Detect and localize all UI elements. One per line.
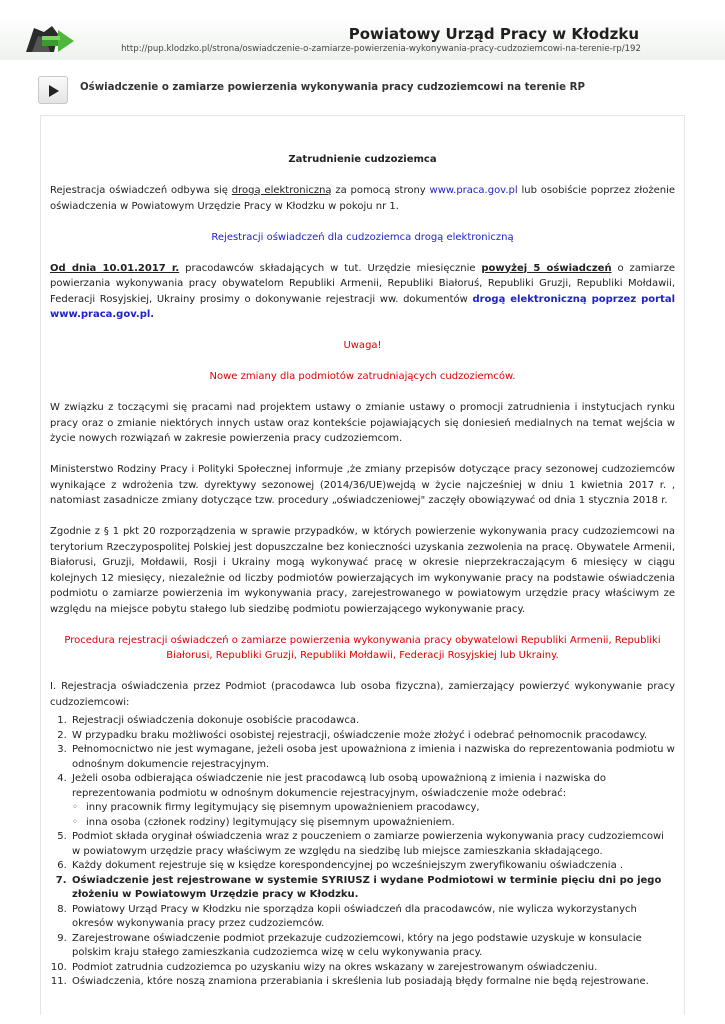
list-item [70, 903, 675, 932]
sub-list [72, 801, 675, 830]
intro-electronic: drogą elektroniczną [231, 185, 332, 196]
intro-text: za pomocą strony [331, 185, 430, 196]
list-item [70, 729, 675, 744]
registration-paragraph [50, 261, 675, 323]
intro-text: lub osobiście poprzez złożenie oświadczenia w Powiatowym Urzędzie Pracy w Kłodzku w pokoju nr 1. [50, 185, 676, 212]
ministry-paragraph: Ministerstwo Rodziny Pracy i Polityki Społecznej informuje ,że zmiany przepisów dotyczące pracy sezonowej cudzoziemców wynikające z wdrożenia tzw. dyrektywy sezonowej (2014/36/UE)wejdą w życie najcześniej w dniu 1 kwietnia 2017 r. , natomiast zasadnicze zmiany dotyczące tzw. procedury „oświadczeniowej" zaczęły obowiązywać od dnia 1 stycznia 2018 r. [50, 464, 675, 506]
list-item [70, 743, 675, 772]
list-item [70, 961, 675, 976]
document-body [50, 152, 675, 990]
step-text: Każdy dokument rejestruje się w księdze korespondencyjnej po wcześniejszym zweryfikowaniu oświadczenia . [72, 860, 624, 871]
step-text: Zarejestrowane oświadczenie podmiot przekazuje cudzoziemcowi, który na jego podstawie uzyskuje w konsulacie polskim kraju stałego zamieszkania cudzoziemca wizę w celu wykonywania pracy. [72, 932, 642, 958]
step-text: Jeżeli osoba odbierająca oświadczenie nie jest pracodawcą lub osobą upoważnioną z imienia i nazwiska do reprezentowania podmiotu w odnośnym dokumencie rejestracyjnym, oświadczenie może odebrać: [72, 773, 606, 799]
electronic-registration-link[interactable]: Rejestracji oświadczeń dla cudzoziemca drogą elektroniczną [211, 231, 514, 243]
praca-gov-link[interactable]: www.praca.gov.pl [429, 185, 518, 196]
step-text: Rejestracji oświadczenia dokonuje osobiście pracodawca. [72, 715, 360, 726]
list-item [70, 714, 675, 729]
step-text: Powiatowy Urząd Pracy w Kłodzku nie sporządza kopii oświadczeń dla pracodawców, nie wylicza wykorzystanych okresów wykonywania pracy przez cudzoziemców. [72, 903, 637, 929]
procedure-steps [70, 714, 675, 990]
step-text: Oświadczenia, które noszą znamiona przerabiania i skreślenia lub posiadają błędy formalne nie będą rejestrowane. [72, 976, 649, 987]
warning-subheading: Nowe zmiany dla podmiotów zatrudniających cudzoziemców. [209, 371, 516, 382]
sub-list-item: ◦ inny pracownik firmy legitymujący się pisemnym upoważnieniem pracodawcy, [72, 801, 675, 816]
chevron-right-icon[interactable] [38, 76, 68, 104]
sub-list-item: ◦ inna osoba (członek rodziny) legitymujący się pisemnym upoważnieniem. [72, 816, 675, 831]
regulation-paragraph: Zgodnie z § 1 pkt 20 rozporządzenia w sprawie przypadków, w których powierzenie wykonywania pracy cudzoziemcowi na terytorium Rzeczypospolitej Polskiej jest dopuszczalne bez konieczności uzyskania zezwolenia na pracę. Obywatele Armenii, Białorusi, Gruzji, Mołdawii, Rosji i Ukrainy mogą wykonywać pracę w okresie nieprzekraczającym 6 miesięcy w ciągu kolejnych 12 miesięcy, niezależnie od liczby podmiotów powierzających im wykonywanie pracy na podstawie oświadczenia podmiotu o zamiarze powierzenia im wykonywania pracy, zarejestrowanego w powiatowym urzędzie pracy właściwym ze względu na miejsce pobytu stałego lub siedzibę podmiotu powierzającego wykonywanie pracy. [50, 526, 675, 615]
list-item [70, 975, 675, 990]
effective-date: Od dnia 10.01.2017 r. [50, 262, 180, 274]
page-title: Oświadczenie o zamiarze powierzenia wykonywania pracy cudzoziemcowi na terenie RP [80, 82, 585, 93]
green-arrow-logo-icon[interactable] [24, 22, 76, 56]
intro-text: Rejestracja oświadczeń odbywa się [50, 185, 232, 196]
portal-link[interactable]: drogą elektroniczną poprzez portal www.praca.gov.pl. [50, 293, 675, 320]
warning-heading: Uwaga! [343, 340, 382, 351]
section-title: Zatrudnienie cudzoziemca [288, 154, 437, 165]
legislation-paragraph: W związku z toczącymi się pracami nad projektem ustawy o zmianie ustawy o promocji zatrudnienia i instytucjach rynku pracy oraz o zmianie niektórych innych ustaw oraz kontekście pojawiających się doniesień medialnych na temat wejścia w życie nowych rozwiązań w zakresie powierzenia pracy cudzoziemcom. [50, 402, 675, 444]
site-header [0, 0, 725, 62]
para-text: o zamiarze powierzania wykonywania pracy obywatelom Republiki Armenii, Republiki Białoruś, Republiki Gruzji, Republiki Mołdawii, Federacji Rosyjskiej, Ukrainy prosimy o dokonywanie rejestracji ww. dokumentów [50, 262, 675, 305]
list-item [70, 830, 675, 859]
step-text: Podmiot składa oryginał oświadczenia wraz z pouczeniem o zamiarze powierzenia wykonywania pracy cudzoziemcowi w powiatowym urzędzie pracy właściwym ze względu na siedzibę lub miejsce zamieszkania składającego. [72, 831, 664, 857]
procedure-title: Procedura rejestracji oświadczeń o zamiarze powierzenia wykonywania pracy obywatelowi Republiki Armenii, Republiki Białorusi, Republiki Gruzji, Republiki Mołdawii, Federacji Rosyjskiej lub Ukrainy. [64, 634, 661, 661]
title-bar [38, 76, 684, 106]
step-text: W przypadku braku możliwości osobistej rejestracji, oświadczenie może złożyć i odebrać pełnomocnik pracodawcy. [72, 729, 648, 741]
step-text: Podmiot zatrudnia cudzoziemca po uzyskaniu wizy na okres wskazany w zarejestrowanym oświadczeniu. [72, 961, 598, 973]
list-item [70, 859, 675, 874]
list-item [70, 932, 675, 961]
para-text: pracodawców składających w tut. Urzędzie miesięcznie [179, 262, 482, 274]
page-url: http://pup.klodzko.pl/strona/oswiadczenie-o-zamiarze-powierzenia-wykonywania-pracy-cudzoziemcowi-na-terenie-rp/192 [121, 44, 641, 54]
list-item [70, 772, 675, 830]
site-title[interactable]: Powiatowy Urząd Pracy w Kłodzku [348, 25, 639, 43]
section-one-intro: I. Rejestracja oświadczenia przez Podmiot (pracodawca lub osoba fizyczna), zamierzający powierzyć wykonywanie pracy cudzoziemcowi: [50, 681, 675, 708]
threshold-text: powyżej 5 oświadczeń [481, 262, 612, 274]
step-text: Oświadczenie jest rejestrowane w systemie SYRIUSZ i wydane Podmiotowi w terminie pięciu dni po jego złożeniu w Powiatowym Urzędzie pracy w Kłodzku. [72, 874, 662, 900]
step-text: Pełnomocnictwo nie jest wymagane, jeżeli osoba jest upoważniona z imienia i nazwiska do reprezentowania podmiotu w odnośnym dokumencie rejestracyjnym. [72, 744, 675, 770]
intro-paragraph [50, 183, 675, 214]
list-item [70, 874, 675, 903]
